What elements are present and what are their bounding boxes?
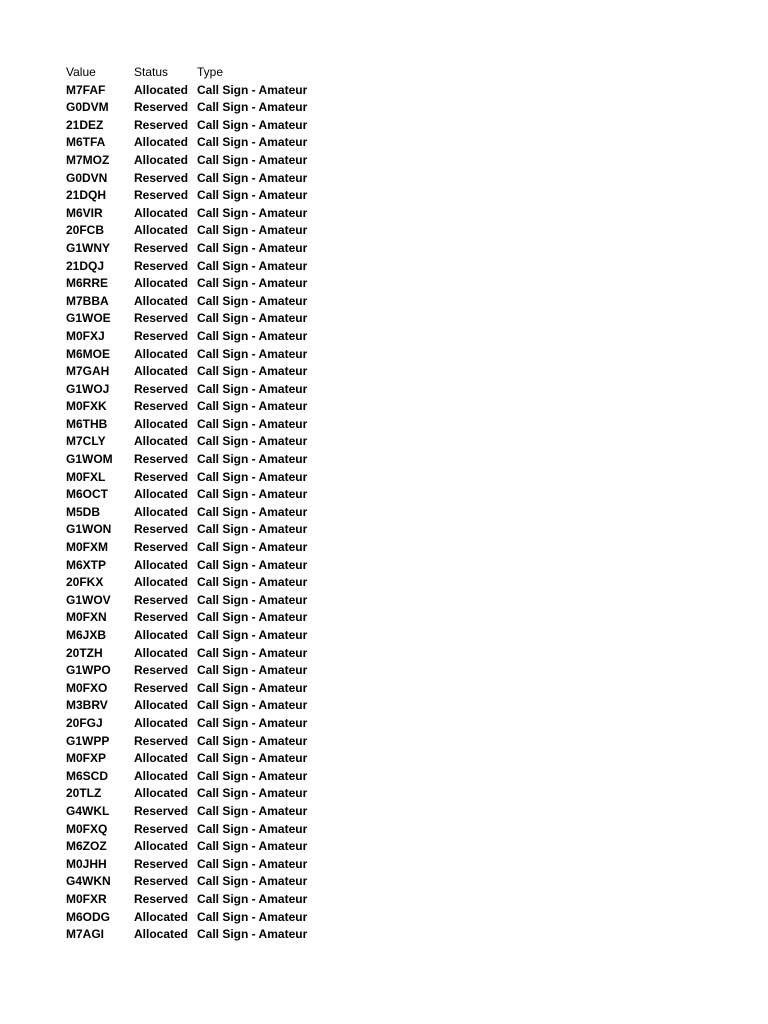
cell-type: Call Sign - Amateur <box>197 188 308 203</box>
table-row <box>66 433 327 451</box>
table-header <box>66 64 327 82</box>
cell-status: Reserved <box>134 240 189 255</box>
cell-value: M5DB <box>66 504 101 519</box>
cell-type: Call Sign - Amateur <box>197 82 308 97</box>
cell-value: 20TLZ <box>66 786 102 801</box>
table-row <box>66 715 327 733</box>
table-row <box>66 926 327 944</box>
cell-type: Call Sign - Amateur <box>197 821 308 836</box>
cell-type: Call Sign - Amateur <box>197 645 308 660</box>
cell-type: Call Sign - Amateur <box>197 680 308 695</box>
cell-status: Reserved <box>134 663 189 678</box>
table-row <box>66 416 327 434</box>
cell-status: Allocated <box>134 909 189 924</box>
cell-status: Reserved <box>134 188 189 203</box>
cell-status: Reserved <box>134 469 189 484</box>
cell-value: G1WOV <box>66 592 111 607</box>
cell-status: Allocated <box>134 575 189 590</box>
cell-status: Reserved <box>134 733 189 748</box>
cell-value: M3BRV <box>66 698 108 713</box>
cell-type: Call Sign - Amateur <box>197 909 308 924</box>
table-row <box>66 662 327 680</box>
table-row <box>66 821 327 839</box>
cell-value: M6TFA <box>66 135 106 150</box>
table-row <box>66 363 327 381</box>
cell-value: G0DVN <box>66 170 108 185</box>
table-row <box>66 486 327 504</box>
cell-type: Call Sign - Amateur <box>197 803 308 818</box>
cell-value: M0JHH <box>66 856 107 871</box>
cell-type: Call Sign - Amateur <box>197 452 308 467</box>
cell-status: Reserved <box>134 680 189 695</box>
table-row <box>66 187 327 205</box>
cell-status: Allocated <box>134 434 189 449</box>
table-row <box>66 451 327 469</box>
cell-status: Allocated <box>134 786 189 801</box>
cell-type: Call Sign - Amateur <box>197 240 308 255</box>
cell-status: Allocated <box>134 768 189 783</box>
cell-status: Reserved <box>134 821 189 836</box>
cell-status: Reserved <box>134 100 189 115</box>
table-row <box>66 645 327 663</box>
table-row <box>66 82 327 100</box>
cell-type: Call Sign - Amateur <box>197 733 308 748</box>
cell-type: Call Sign - Amateur <box>197 839 308 854</box>
table-row <box>66 99 327 117</box>
table-body <box>66 82 327 944</box>
table-row <box>66 803 327 821</box>
cell-type: Call Sign - Amateur <box>197 927 308 942</box>
cell-type: Call Sign - Amateur <box>197 364 308 379</box>
cell-type: Call Sign - Amateur <box>197 768 308 783</box>
cell-value: M7MOZ <box>66 152 110 167</box>
table-row <box>66 152 327 170</box>
spreadsheet-sheet <box>66 64 327 944</box>
cell-type: Call Sign - Amateur <box>197 874 308 889</box>
cell-value: M0FXL <box>66 469 106 484</box>
table-row <box>66 557 327 575</box>
table-row <box>66 240 327 258</box>
cell-type: Call Sign - Amateur <box>197 628 308 642</box>
cell-status: Allocated <box>134 839 189 854</box>
cell-value: M6XTP <box>66 557 107 572</box>
cell-type: Call Sign - Amateur <box>197 100 308 115</box>
cell-value: M0FXN <box>66 610 107 625</box>
table-row <box>66 750 327 768</box>
cell-status: Reserved <box>134 311 189 326</box>
cell-status: Allocated <box>134 276 189 291</box>
table-row <box>66 398 327 416</box>
cell-type: Call Sign - Amateur <box>197 311 308 326</box>
cell-type: Call Sign - Amateur <box>197 557 308 572</box>
cell-type: Call Sign - Amateur <box>197 487 308 502</box>
cell-value: M6SCD <box>66 768 109 783</box>
column-header-value: Value <box>66 65 96 79</box>
cell-status: Allocated <box>134 645 189 660</box>
cell-status: Allocated <box>134 293 189 308</box>
cell-type: Call Sign - Amateur <box>197 328 308 343</box>
cell-value: M0FXO <box>66 680 108 695</box>
column-header-status: Status <box>134 65 169 79</box>
cell-value: G4WKN <box>66 874 111 889</box>
cell-status: Allocated <box>134 82 189 97</box>
cell-status: Reserved <box>134 258 189 273</box>
cell-type: Call Sign - Amateur <box>197 258 308 273</box>
table-row <box>66 258 327 276</box>
cell-value: M6VIR <box>66 205 103 220</box>
cell-value: M6JXB <box>66 628 107 642</box>
cell-type: Call Sign - Amateur <box>197 698 308 713</box>
cell-type: Call Sign - Amateur <box>197 575 308 590</box>
cell-value: G1WPP <box>66 733 110 748</box>
table-row <box>66 680 327 698</box>
cell-status: Allocated <box>134 205 189 220</box>
cell-value: M7CLY <box>66 434 106 449</box>
cell-value: M6ODG <box>66 909 111 924</box>
cell-status: Reserved <box>134 399 189 414</box>
cell-status: Reserved <box>134 891 189 906</box>
table-row <box>66 205 327 223</box>
cell-type: Call Sign - Amateur <box>197 504 308 519</box>
cell-value: M0FXJ <box>66 328 105 343</box>
cell-type: Call Sign - Amateur <box>197 117 308 132</box>
cell-value: M6ZOZ <box>66 839 107 854</box>
cell-type: Call Sign - Amateur <box>197 891 308 906</box>
cell-value: 21DQH <box>66 188 107 203</box>
cell-status: Allocated <box>134 135 189 150</box>
table-row <box>66 293 327 311</box>
table-row <box>66 609 327 627</box>
table-row <box>66 733 327 751</box>
cell-type: Call Sign - Amateur <box>197 856 308 871</box>
cell-status: Reserved <box>134 540 189 555</box>
table-row <box>66 469 327 487</box>
cell-value: G1WOM <box>66 452 113 467</box>
cell-value: M0FXR <box>66 891 107 906</box>
cell-type: Call Sign - Amateur <box>197 610 308 625</box>
column-header-type: Type <box>197 65 224 79</box>
cell-type: Call Sign - Amateur <box>197 522 308 537</box>
cell-value: 21DQJ <box>66 258 105 273</box>
cell-value: 20TZH <box>66 645 103 660</box>
cell-status: Reserved <box>134 803 189 818</box>
cell-status: Allocated <box>134 557 189 572</box>
cell-status: Reserved <box>134 522 189 537</box>
header-row <box>66 64 327 82</box>
cell-status: Reserved <box>134 328 189 343</box>
cell-type: Call Sign - Amateur <box>197 751 308 766</box>
cell-status: Allocated <box>134 223 189 238</box>
cell-value: M6MOE <box>66 346 111 361</box>
table-row <box>66 328 327 346</box>
table-row <box>66 627 327 645</box>
table-row <box>66 891 327 909</box>
table-row <box>66 134 327 152</box>
table-row <box>66 170 327 188</box>
cell-status: Reserved <box>134 592 189 607</box>
cell-value: M6RRE <box>66 276 109 291</box>
cell-value: M6OCT <box>66 487 108 502</box>
table-row <box>66 785 327 803</box>
cell-value: 21DEZ <box>66 117 104 132</box>
cell-status: Reserved <box>134 856 189 871</box>
cell-status: Allocated <box>134 927 189 942</box>
cell-value: G0DVM <box>66 100 109 115</box>
cell-value: M0FXP <box>66 751 107 766</box>
cell-status: Reserved <box>134 452 189 467</box>
cell-value: M0FXM <box>66 540 108 555</box>
table-row <box>66 856 327 874</box>
cell-type: Call Sign - Amateur <box>197 223 308 238</box>
cell-value: M7GAH <box>66 364 110 379</box>
cell-value: G1WNY <box>66 240 111 255</box>
table-row <box>66 873 327 891</box>
cell-type: Call Sign - Amateur <box>197 434 308 449</box>
cell-value: G1WON <box>66 522 112 537</box>
cell-status: Allocated <box>134 487 189 502</box>
cell-status: Allocated <box>134 504 189 519</box>
cell-status: Reserved <box>134 874 189 889</box>
cell-status: Allocated <box>134 751 189 766</box>
table-row <box>66 381 327 399</box>
cell-status: Allocated <box>134 628 189 642</box>
cell-type: Call Sign - Amateur <box>197 786 308 801</box>
table-row <box>66 592 327 610</box>
cell-type: Call Sign - Amateur <box>197 152 308 167</box>
table-row <box>66 697 327 715</box>
table-row <box>66 574 327 592</box>
cell-status: Reserved <box>134 610 189 625</box>
cell-type: Call Sign - Amateur <box>197 135 308 150</box>
cell-status: Allocated <box>134 152 189 167</box>
cell-status: Reserved <box>134 170 189 185</box>
cell-value: M0FXQ <box>66 821 108 836</box>
table-row <box>66 504 327 522</box>
cell-type: Call Sign - Amateur <box>197 416 308 431</box>
table-row <box>66 521 327 539</box>
cell-value: M0FXK <box>66 399 107 414</box>
cell-status: Allocated <box>134 715 189 730</box>
cell-type: Call Sign - Amateur <box>197 715 308 730</box>
table-row <box>66 117 327 135</box>
cell-value: 20FGJ <box>66 715 103 730</box>
cell-value: G1WOE <box>66 311 111 326</box>
cell-type: Call Sign - Amateur <box>197 293 308 308</box>
cell-type: Call Sign - Amateur <box>197 540 308 555</box>
table-row <box>66 909 327 927</box>
cell-value: G4WKL <box>66 803 110 818</box>
cell-status: Reserved <box>134 117 189 132</box>
cell-value: G1WOJ <box>66 381 110 396</box>
table-row <box>66 346 327 364</box>
table-row <box>66 310 327 328</box>
callsign-table <box>66 64 327 944</box>
cell-type: Call Sign - Amateur <box>197 592 308 607</box>
cell-value: M7BBA <box>66 293 109 308</box>
cell-type: Call Sign - Amateur <box>197 381 308 396</box>
cell-status: Reserved <box>134 381 189 396</box>
cell-status: Allocated <box>134 416 189 431</box>
cell-type: Call Sign - Amateur <box>197 170 308 185</box>
cell-type: Call Sign - Amateur <box>197 346 308 361</box>
cell-type: Call Sign - Amateur <box>197 399 308 414</box>
cell-type: Call Sign - Amateur <box>197 663 308 678</box>
cell-value: M6THB <box>66 416 108 431</box>
cell-status: Allocated <box>134 346 189 361</box>
cell-value: 20FCB <box>66 223 105 238</box>
cell-status: Allocated <box>134 698 189 713</box>
table-row <box>66 275 327 293</box>
cell-value: G1WPO <box>66 663 111 678</box>
cell-value: M7FAF <box>66 82 106 97</box>
table-row <box>66 539 327 557</box>
cell-value: M7AGI <box>66 927 105 942</box>
cell-type: Call Sign - Amateur <box>197 276 308 291</box>
table-row <box>66 768 327 786</box>
table-row <box>66 222 327 240</box>
cell-type: Call Sign - Amateur <box>197 205 308 220</box>
cell-value: 20FKX <box>66 575 104 590</box>
cell-type: Call Sign - Amateur <box>197 469 308 484</box>
cell-status: Allocated <box>134 364 189 379</box>
table-row <box>66 838 327 856</box>
